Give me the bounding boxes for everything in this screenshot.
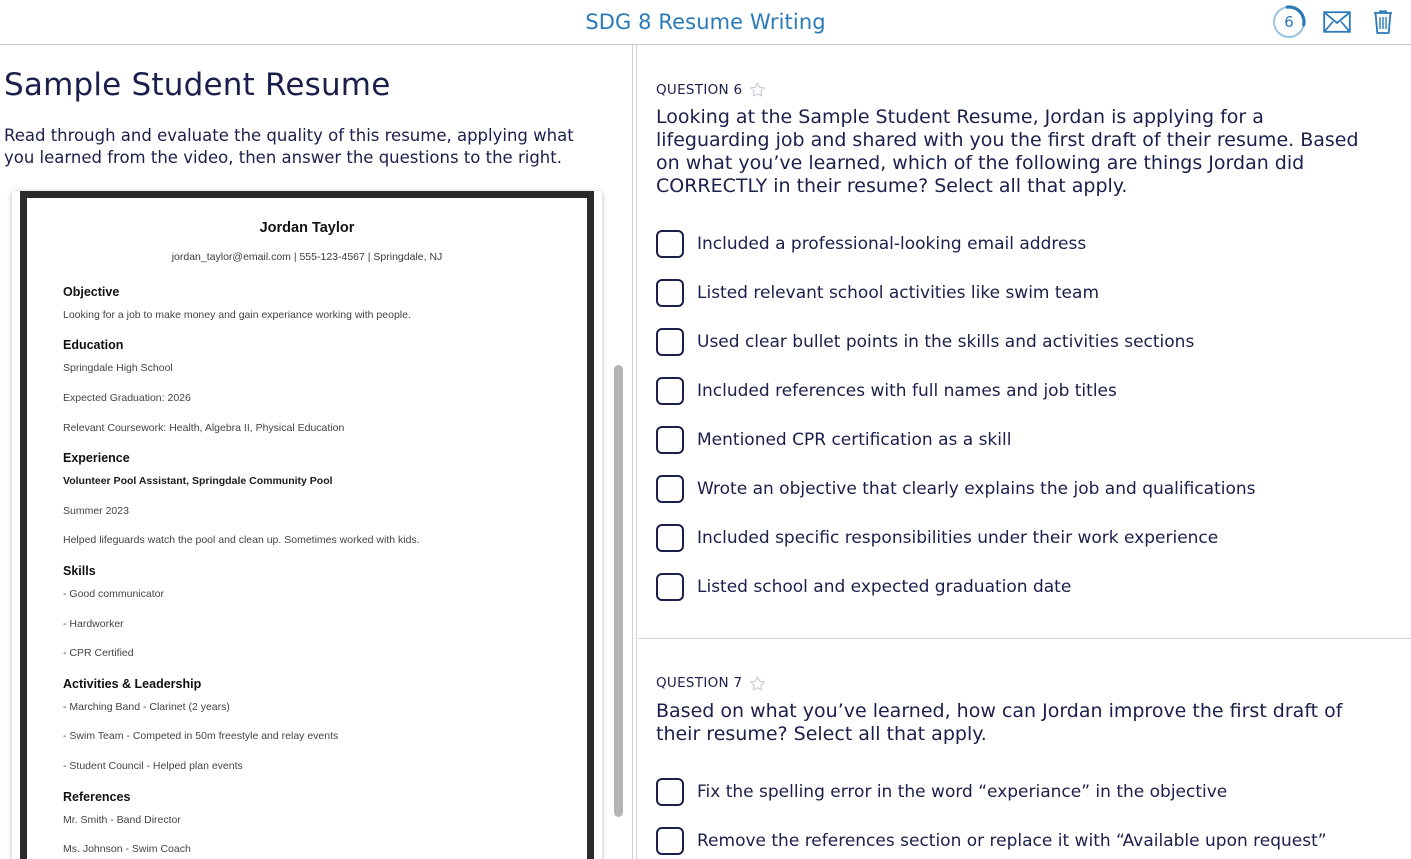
split-panes bbox=[0, 45, 1411, 859]
resume-section-line: Relevant Coursework: Health, Algebra II, Physical Education bbox=[63, 421, 345, 434]
resume-section-line: - Student Council - Helped plan events bbox=[63, 760, 243, 772]
answer-checkbox[interactable] bbox=[656, 377, 684, 405]
answer-option[interactable] bbox=[656, 465, 1383, 514]
resume-sections bbox=[63, 285, 551, 856]
answer-option[interactable] bbox=[656, 768, 1383, 817]
pane-divider[interactable] bbox=[632, 45, 637, 859]
left-content-pane bbox=[0, 45, 632, 859]
page-title: SDG 8 Resume Writing bbox=[585, 10, 826, 34]
resume-document-card bbox=[12, 191, 602, 859]
resume-section-heading: Experience bbox=[63, 451, 130, 466]
answer-option[interactable] bbox=[656, 514, 1383, 563]
answer-option-label: Mentioned CPR certification as a skill bbox=[697, 430, 1012, 451]
left-pane-scrollbar[interactable] bbox=[613, 45, 624, 859]
answer-checkbox[interactable] bbox=[656, 573, 684, 601]
answer-option-label: Remove the references section or replace it with “Available upon request” bbox=[697, 831, 1327, 852]
resume-section-line: Springdale High School bbox=[63, 362, 173, 375]
answer-checkbox[interactable] bbox=[656, 778, 684, 806]
resume-section bbox=[63, 451, 551, 547]
resume-section-line: Mr. Smith - Band Director bbox=[63, 813, 181, 826]
answer-option[interactable] bbox=[656, 817, 1383, 859]
answer-option-label: Included references with full names and job titles bbox=[697, 381, 1117, 402]
left-pane-scrollbar-thumb[interactable] bbox=[614, 365, 623, 817]
resume-section-line: Helped lifeguards watch the pool and clean up. Sometimes worked with kids. bbox=[63, 534, 420, 547]
questions-pane bbox=[638, 45, 1411, 859]
favorite-star-button[interactable] bbox=[749, 675, 766, 692]
resume-section bbox=[63, 285, 551, 322]
resume-section-line: - Good communicator bbox=[63, 588, 164, 601]
progress-ring[interactable] bbox=[1271, 4, 1307, 40]
favorite-star-icon bbox=[749, 675, 766, 692]
envelope-icon[interactable] bbox=[1321, 6, 1353, 38]
answer-option-label: Wrote an objective that clearly explains the job and qualifications bbox=[697, 479, 1256, 500]
resume-section bbox=[63, 338, 551, 434]
header-actions bbox=[1271, 3, 1399, 41]
answer-option[interactable] bbox=[656, 318, 1383, 367]
answer-option[interactable] bbox=[656, 563, 1383, 612]
trash-icon[interactable] bbox=[1367, 6, 1399, 38]
question-number-label: QUESTION 7 bbox=[656, 675, 743, 692]
answer-checkbox[interactable] bbox=[656, 475, 684, 503]
question-text: Based on what you’ve learned, how can Jordan improve the first draft of their resume? Select all that apply. bbox=[656, 699, 1343, 745]
questions-list bbox=[638, 45, 1411, 859]
app-header bbox=[0, 0, 1411, 45]
question-label-row bbox=[656, 81, 1383, 98]
answer-option-label: Listed school and expected graduation date bbox=[697, 577, 1072, 598]
resume-section-heading: Activities & Leadership bbox=[63, 676, 202, 691]
answer-checkbox[interactable] bbox=[656, 827, 684, 855]
resume-section bbox=[63, 790, 551, 856]
answer-option[interactable] bbox=[656, 416, 1383, 465]
resume-section-line: Volunteer Pool Assistant, Springdale Community Pool bbox=[63, 475, 333, 488]
question-block bbox=[638, 45, 1411, 638]
answer-checkbox[interactable] bbox=[656, 524, 684, 552]
question-number-label: QUESTION 6 bbox=[656, 81, 743, 98]
resume-section-heading: Skills bbox=[63, 564, 96, 579]
answer-checkbox[interactable] bbox=[656, 230, 684, 258]
answer-checkbox[interactable] bbox=[656, 426, 684, 454]
answer-option-label: Included specific responsibilities under their work experience bbox=[697, 528, 1219, 549]
answer-checkbox[interactable] bbox=[656, 328, 684, 356]
answer-option-label: Listed relevant school activities like swim team bbox=[697, 283, 1099, 304]
question-text: Looking at the Sample Student Resume, Jordan is applying for a lifeguarding job and shared with you the first draft of their resume. Based on what you’ve learned, which of the following are things Jordan did CORRECTLY in their resume? Select all that apply. bbox=[656, 106, 1359, 197]
resume-section-line: Ms. Johnson - Swim Coach bbox=[63, 843, 191, 856]
resume-section-line: - CPR Certified bbox=[63, 647, 134, 660]
resume-candidate-name: Jordan Taylor bbox=[259, 219, 355, 236]
resume-section bbox=[63, 564, 551, 660]
resume-section-heading: Education bbox=[63, 338, 124, 353]
resume-section-line: - Swim Team - Competed in 50m freestyle and relay events bbox=[63, 730, 339, 743]
answer-option[interactable] bbox=[656, 367, 1383, 416]
answer-option[interactable] bbox=[656, 220, 1383, 269]
question-label-row bbox=[656, 675, 1383, 692]
favorite-star-icon bbox=[749, 81, 766, 98]
progress-count: 6 bbox=[1284, 13, 1294, 31]
question-block bbox=[638, 639, 1411, 859]
answer-option-label: Included a professional-looking email address bbox=[697, 234, 1087, 255]
resume-section-line: Looking for a job to make money and gain experiance working with people. bbox=[63, 308, 411, 321]
answer-option[interactable] bbox=[656, 269, 1383, 318]
lesson-intro: Read through and evaluate the quality of this resume, applying what you learned from the video, then answer the questions to the right. bbox=[4, 126, 574, 167]
resume-contact-line: jordan_taylor@email.com | 555-123-4567 | Springdale, NJ bbox=[171, 250, 443, 263]
resume-section-line: - Hardworker bbox=[63, 617, 124, 630]
resume-section-line: - Marching Band - Clarinet (2 years) bbox=[63, 700, 230, 713]
answer-option-label: Used clear bullet points in the skills and activities sections bbox=[697, 332, 1195, 353]
answer-option-label: Fix the spelling error in the word “experiance” in the objective bbox=[697, 782, 1228, 803]
favorite-star-button[interactable] bbox=[749, 81, 766, 98]
resume-document bbox=[20, 191, 594, 859]
resume-section-line: Expected Graduation: 2026 bbox=[63, 392, 191, 405]
resume-section-heading: References bbox=[63, 789, 131, 804]
resume-section-heading: Objective bbox=[63, 284, 120, 299]
resume-section bbox=[63, 677, 551, 773]
resume-section-line: Summer 2023 bbox=[63, 504, 129, 517]
lesson-title: Sample Student Resume bbox=[4, 67, 391, 103]
answer-checkbox[interactable] bbox=[656, 279, 684, 307]
